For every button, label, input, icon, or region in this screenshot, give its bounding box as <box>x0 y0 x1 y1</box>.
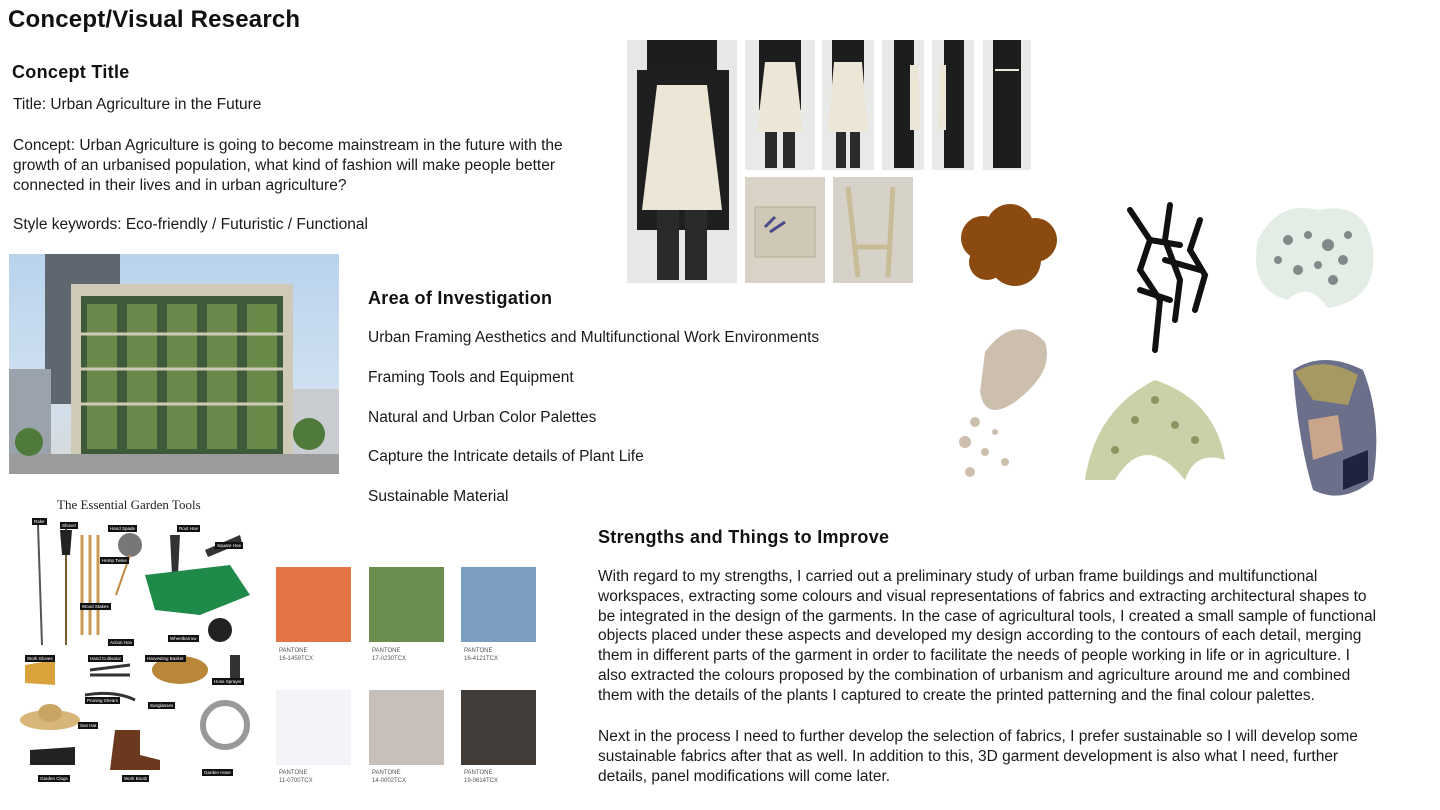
apron-photo <box>745 40 815 170</box>
color-swatch <box>369 690 444 765</box>
garden-tools-chart <box>20 515 256 787</box>
tool-label: Wheelbarrow <box>170 636 197 641</box>
apron-back-photo <box>983 40 1031 170</box>
tool-label: Hand Spade <box>110 526 136 531</box>
tool-label: Rake <box>34 519 45 524</box>
strengths-paragraph <box>598 567 1376 706</box>
tool-label: Action Hoe <box>110 640 133 645</box>
text-line: be integrated in the design of the garments. In the case of agricultural tools, I created a small sample of functional <box>598 607 1377 625</box>
style-keywords: Style keywords: Eco-friendly / Futuristic / Functional <box>13 216 368 233</box>
color-swatch <box>276 567 351 642</box>
investigation-item: Natural and Urban Color Palettes <box>368 409 597 426</box>
concept-text <box>13 136 563 196</box>
apron-side-photo <box>882 40 924 170</box>
apron-photo <box>822 40 874 170</box>
color-swatch <box>461 690 536 765</box>
tool-label: Root Hoe <box>179 526 199 531</box>
tool-label: Hemp Twine <box>102 558 127 563</box>
text-line: also extracted the colours proposed by the combination of urbanism and agriculture around me and combined <box>598 666 1351 684</box>
investigation-item: Capture the Intricate details of Plant Life <box>368 448 644 465</box>
text-line: sustainable fabrics after that as well. In addition to this, 3D garment development is also what I need, further <box>598 747 1339 765</box>
tool-label: Pruning Shears <box>87 698 119 703</box>
grey-speckle-pattern <box>1248 200 1378 312</box>
beige-leaf-pattern <box>945 312 1070 497</box>
pantone-code: PANTONE 16-1459TCX <box>279 648 314 662</box>
pantone-code: PANTONE 19-0614TCX <box>464 770 499 784</box>
tool-label: Garden Clogs <box>40 776 68 781</box>
concept-heading: Concept Title <box>12 62 130 82</box>
concept-line: connected in their lives and in urban agriculture? <box>13 177 347 194</box>
text-line: Next in the process I need to further develop the selection of fabrics, I prefer sustainable so I will develop some <box>598 728 1358 745</box>
text-line: them in different parts of the garment in order to facilitate the needs of people working in life or in agriculture. I <box>598 647 1350 665</box>
pantone-code: PANTONE 17-0230TCX <box>372 648 407 662</box>
color-swatch <box>461 567 536 642</box>
tool-label: Work Gloves <box>27 656 53 661</box>
color-swatch <box>276 690 351 765</box>
apron-pocket-detail-photo <box>745 177 825 283</box>
strengths-heading: Strengths and Things to Improve <box>598 527 890 547</box>
text-line: them with the details of the plants I captured to create the printed patterning and the final colour palettes. <box>598 686 1315 704</box>
green-building-photo <box>9 254 339 474</box>
pantone-code: PANTONE 11-0700TCX <box>279 770 313 784</box>
tool-label: Hose Sprayer <box>214 679 242 684</box>
investigation-heading: Area of Investigation <box>368 288 553 308</box>
tool-label: Shovel <box>62 523 76 528</box>
improvements-paragraph <box>598 727 1358 786</box>
investigation-item: Urban Framing Aesthetics and Multifunctional Work Environments <box>368 329 820 346</box>
text-line: With regard to my strengths, I carried out a preliminary study of urban frame buildings and multifunctional <box>598 568 1318 585</box>
concept-title-line: Title: Urban Agriculture in the Future <box>13 96 262 113</box>
tool-label: Garden Hose <box>204 770 231 775</box>
tools-chart-title: The Essential Garden Tools <box>57 497 201 512</box>
tool-label: Sunglasses <box>150 703 174 708</box>
pantone-code: PANTONE 16-4121TCX <box>464 648 499 662</box>
apron-front-photo <box>627 40 737 283</box>
concept-line: growth of an urbanised population, what kind of fashion will make people better <box>13 157 555 174</box>
color-swatch <box>369 567 444 642</box>
investigation-item: Sustainable Material <box>368 488 509 505</box>
text-line: objects placed under these aspects and developed my design according to the contours of each detail, merging <box>598 627 1362 645</box>
pantone-code: PANTONE 14-0002TCX <box>372 770 407 784</box>
text-line: workspaces, extracting some colours and visual representations of fabrics and extracting architectural shapes to <box>598 587 1367 605</box>
text-line: details, panel modifications will come later. <box>598 767 891 785</box>
tool-label: Work Boots <box>124 776 148 781</box>
tool-label: Hand Cultivator <box>90 656 122 661</box>
tool-label: Sun Hat <box>80 723 97 728</box>
tool-label: Wood Stakes <box>82 604 109 609</box>
apron-side-photo <box>932 40 974 170</box>
camo-pattern <box>1283 350 1383 500</box>
black-branch-pattern <box>1110 200 1222 355</box>
tool-label: Square Hoe <box>217 543 242 548</box>
tool-label: Harvesting Basket <box>147 656 184 661</box>
apron-strap-detail-photo <box>833 177 913 283</box>
page-title: Concept/Visual Research <box>8 6 301 33</box>
green-dotted-pattern <box>1075 370 1235 495</box>
investigation-item: Framing Tools and Equipment <box>368 369 574 386</box>
brown-blob-pattern <box>955 200 1067 292</box>
concept-line: Concept: Urban Agriculture is going to become mainstream in the future with the <box>13 137 563 154</box>
